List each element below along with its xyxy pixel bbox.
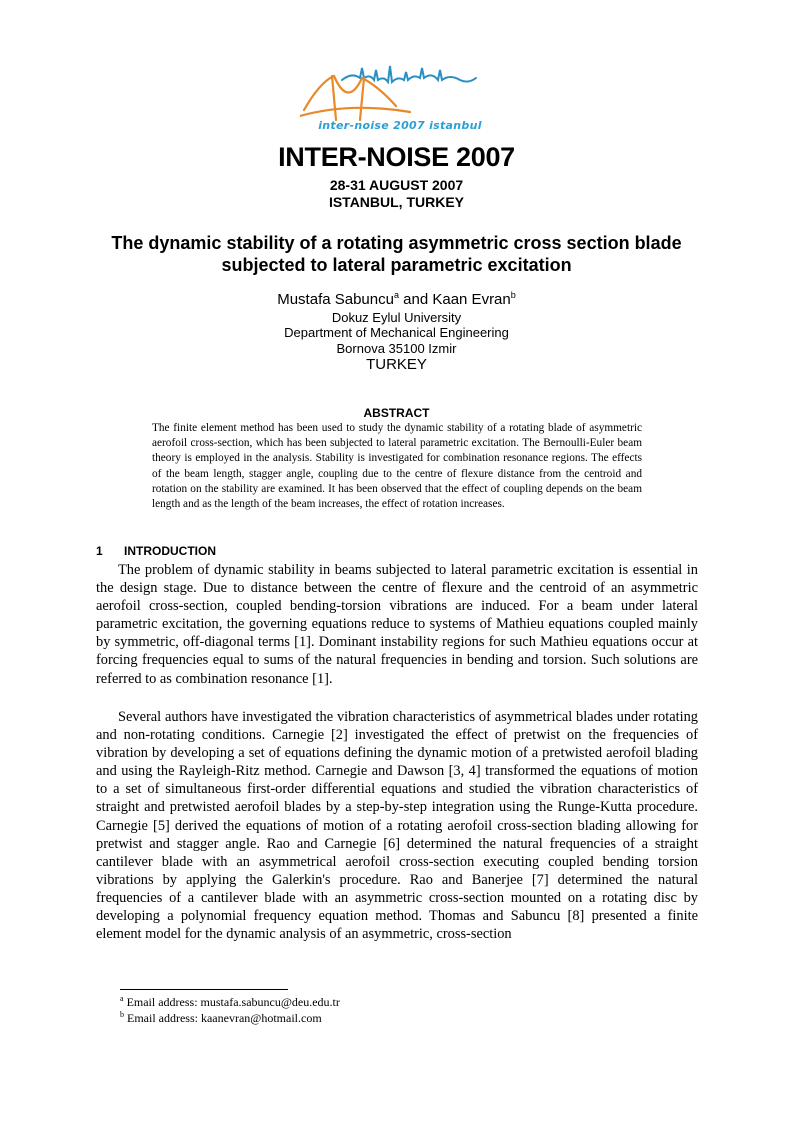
section-number: 1: [96, 544, 103, 558]
paper-title: The dynamic stability of a rotating asymmetric cross section blade subjected to lateral parametric excitation: [111, 233, 682, 275]
conference-date: 28-31 AUGUST 2007: [329, 177, 464, 193]
affiliation-department: Department of Mechanical Engineering: [284, 325, 509, 340]
footnote-a-mark: a: [120, 994, 124, 1003]
logo-wordmark: inter-noise 2007 istanbul: [318, 119, 482, 132]
author-1: Mustafa Sabuncu: [277, 291, 394, 308]
conference-place: ISTANBUL, TURKEY: [328, 194, 465, 210]
author-2-mark: b: [510, 290, 516, 300]
bridge-icon: [300, 76, 410, 120]
footnote-b-text: Email address: kaanevran@hotmail.com: [127, 1011, 322, 1025]
conference-title: INTER-NOISE 2007: [278, 142, 515, 172]
body-paragraph: The problem of dynamic stability in beams subjected to lateral parametric excitation is essential in the design stage. Due to distance between the centre of flexure and the centroid of an asymmetric aerofoil cross-section, coupled bending-torsion vibrations are induced. For a beam under lateral parametric excitation, the governing equations reduce to systems of Mathieu equations coupled mainly by symmetric, off-diagonal terms [1]. Dominant instability regions for such Mathieu equations occur at forcing frequencies equal to sums of the natural frequencies in bending and torsion. Such solutions are referred to as combination resonance [1].: [96, 562, 698, 687]
footnote-a-text: Email address: mustafa.sabuncu@deu.edu.tr: [126, 995, 340, 1009]
affiliation-address: Bornova 35100 Izmir: [336, 341, 457, 356]
author-conjunction: and: [398, 291, 433, 308]
abstract-body: The finite element method has been used to study the dynamic stability of a rotating blade of asymmetric aerofoil cross-section, which has been subjected to lateral parametric excitation. The Bernoulli-Euler beam theory is employed in the analysis. Stability is investigated for combination resonance regions. The effects of the beam length, stagger angle, coupling due to the centre of flexure distance from the centroid and rotation on the stability are examined. It has been observed that the effect of coupling depends on the beam length and as the length of the beam increases, the effect of rotation increases.: [152, 422, 642, 511]
affiliation-university: Dokuz Eylul University: [331, 310, 462, 325]
abstract-heading: ABSTRACT: [363, 406, 430, 420]
section-heading: [96, 544, 216, 558]
author-line: [0, 290, 793, 308]
author-1-mark: a: [393, 290, 399, 300]
affiliation-country: TURKEY: [366, 356, 427, 373]
footnote-b-mark: b: [120, 1010, 124, 1019]
footnote-divider: [120, 989, 288, 990]
footnote-a: [120, 994, 340, 1010]
body-paragraph: Several authors have investigated the vibration characteristics of asymmetrical blades under rotating and non-rotating conditions. Carnegie [2] investigated the effect of pretwist on the frequencies of vibration by developing a set of equations defining the dynamic motion of a pretwisted aerofoil blading and using the Rayleigh-Ritz method. Carnegie and Dawson [3, 4] transformed the equations of motion to a set of simultaneous first-order differential equations and studied the vibration characteristics of straight and pretwisted aerofoil blades by a step-by-step integration using the Runge-Kutta procedure. Carnegie [5] derived the equations of motion of a rotating aerofoil cross-section blading allowing for pretwist and stagger angle. Rao and Carnegie [6] determined the natural frequencies of a straight cantilever blade with an asymmetrical aerofoil cross-section executing coupled bending torsion vibrations by applying the Galerkin's procedure. Rao and Banerjee [7] determined the natural frequencies of a cantilever blade with an asymmetric cross-section mounted on a rotating disc by developing a polynomial frequency equation method. Thomas and Sabuncu [8] presented a finite element model for the dynamic analysis of an asymmetric, cross-section: [96, 709, 698, 943]
footnote-b: [120, 1010, 322, 1026]
section-title: INTRODUCTION: [124, 544, 216, 558]
author-2: Kaan Evran: [432, 291, 511, 308]
